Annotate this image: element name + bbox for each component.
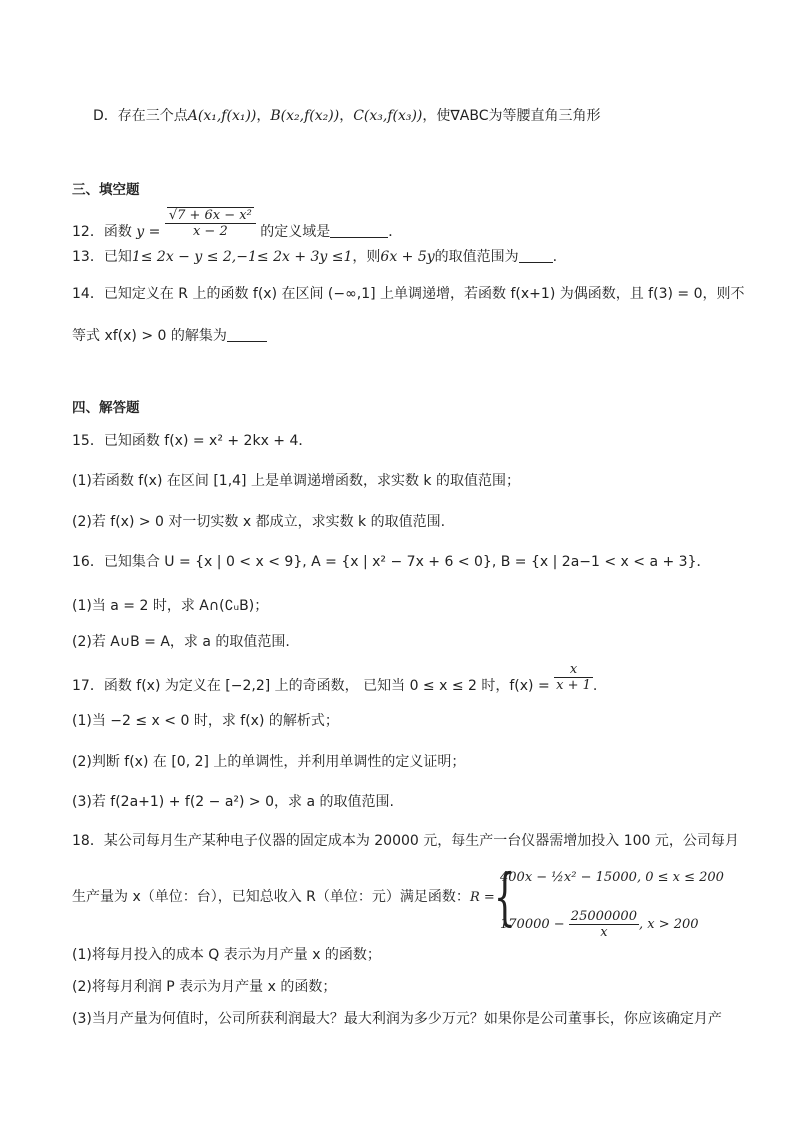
case2-left: 170000 − bbox=[500, 917, 565, 932]
option-d-label: D．存在三个点 bbox=[93, 108, 188, 124]
question-18-part2: (2)将每月利润 P 表示为月产量 x 的函数； bbox=[72, 979, 337, 995]
q12-y: y = bbox=[136, 223, 161, 240]
q13-condition: 1≤ 2x − y ≤ 2,−1≤ 2x + 3y ≤1 bbox=[131, 249, 353, 265]
q12-numerator: √7 + 6x − x² bbox=[168, 208, 252, 223]
q17-denominator: x + 1 bbox=[556, 678, 591, 693]
option-d-tail: ，使∇ABC为等腰直角三角形 bbox=[422, 108, 601, 124]
answer-blank bbox=[227, 327, 267, 342]
question-16-part1: (1)当 a = 2 时，求 A∩(∁ᵤB)； bbox=[72, 598, 269, 614]
question-14-line2 bbox=[72, 327, 267, 345]
question-18-part1: (1)将每月投入的成本 Q 表示为月产量 x 的函数； bbox=[72, 947, 381, 963]
question-17-part1: (1)当 −2 ≤ x < 0 时，求 f(x) 的解析式； bbox=[72, 713, 339, 729]
q12-denominator: x − 2 bbox=[192, 224, 228, 239]
question-17-stem bbox=[72, 662, 597, 698]
section-title-solve: 四、解答题 bbox=[72, 400, 140, 416]
question-13 bbox=[72, 248, 557, 266]
question-15-part2: (2)若 f(x) > 0 对一切实数 x 都成立，求实数 k 的取值范围. bbox=[72, 514, 446, 530]
r-label: R = bbox=[470, 890, 495, 905]
point-b: B(x₂,f(x₂)) bbox=[270, 108, 340, 124]
q12-post: 的定义域是 bbox=[260, 223, 331, 240]
q13-expression: 6x + 5y bbox=[380, 249, 435, 265]
piece-case-1: 400x − ½x² − 15000, 0 ≤ x ≤ 200 bbox=[500, 870, 724, 885]
separator: ， bbox=[339, 108, 354, 124]
question-18-stem: 18．某公司每月生产某种电子仪器的固定成本为 20000 元，每生产一台仪器需增加投入 100 元，公司每月 bbox=[72, 833, 739, 849]
q12-end: ． bbox=[388, 223, 403, 240]
question-17-part2: (2)判断 f(x) 在 [0, 2] 上的单调性，并利用单调性的定义证明； bbox=[72, 754, 466, 770]
question-18-part3: (3)当月产量为何值时，公司所获利润最大？最大利润为多少万元？如果你是公司董事长，你应该确定月产 bbox=[72, 1011, 722, 1027]
answer-blank bbox=[330, 223, 388, 238]
question-18-line2: 生产量为 x（单位：台），已知总收入 R（单位：元）满足函数： bbox=[72, 889, 470, 905]
answer-blank bbox=[519, 248, 553, 263]
point-c: C(x₃,f(x₃)) bbox=[353, 108, 423, 124]
q17-end: . bbox=[592, 677, 598, 694]
section-title-fill-blank: 三、填空题 bbox=[72, 182, 140, 198]
piece-case-2 bbox=[500, 909, 699, 940]
point-a: A(x₁,f(x₁)) bbox=[187, 108, 257, 124]
question-14-line1: 14．已知定义在 R 上的函数 f(x) 在区间 (−∞,1] 上单调递增，若函数 f(x+1) 为偶函数，且 f(3) = 0，则不 bbox=[72, 286, 745, 302]
question-16-stem: 16．已知集合 U = {x | 0 < x < 9}, A = {x | x² − 7x + 6 < 0}, B = {x | 2a−1 < x < a + 3}． bbox=[72, 554, 711, 570]
q17-fraction bbox=[554, 662, 593, 693]
question-17-part3: (3)若 f(2a+1) + f(2 − a²) > 0，求 a 的取值范围. bbox=[72, 794, 394, 810]
q14-text: 等式 xf(x) > 0 的解集为 bbox=[72, 328, 227, 344]
q17-numerator: x bbox=[554, 662, 593, 678]
case2-numerator: 25000000 bbox=[570, 909, 637, 924]
q13-pre: 13．已知 bbox=[72, 249, 132, 265]
case2-denominator: x bbox=[600, 925, 608, 940]
question-16-part2: (2)若 A∪B = A，求 a 的取值范围. bbox=[72, 634, 290, 650]
q12-pre: 12．函数 bbox=[72, 223, 132, 240]
case2-fraction bbox=[569, 909, 639, 940]
question-15-stem: 15．已知函数 f(x) = x² + 2kx + 4． bbox=[72, 433, 313, 449]
q12-fraction bbox=[165, 208, 256, 239]
brace-icon: { bbox=[493, 860, 516, 933]
option-d bbox=[93, 107, 600, 125]
separator: ， bbox=[256, 108, 271, 124]
question-15-part1: (1)若函数 f(x) 在区间 [1,4] 上是单调递增函数，求实数 k 的取值范围； bbox=[72, 473, 520, 489]
case2-right: , x > 200 bbox=[638, 917, 699, 932]
question-12 bbox=[72, 208, 402, 244]
q17-stem-text: 17．函数 f(x) 为定义在 [−2,2] 上的奇函数， 已知当 0 ≤ x ≤ 2 时，f(x) = bbox=[72, 677, 550, 694]
q13-end: . bbox=[552, 249, 558, 265]
q13-post: 的取值范围为 bbox=[434, 249, 519, 265]
q13-mid: ，则 bbox=[352, 249, 381, 265]
